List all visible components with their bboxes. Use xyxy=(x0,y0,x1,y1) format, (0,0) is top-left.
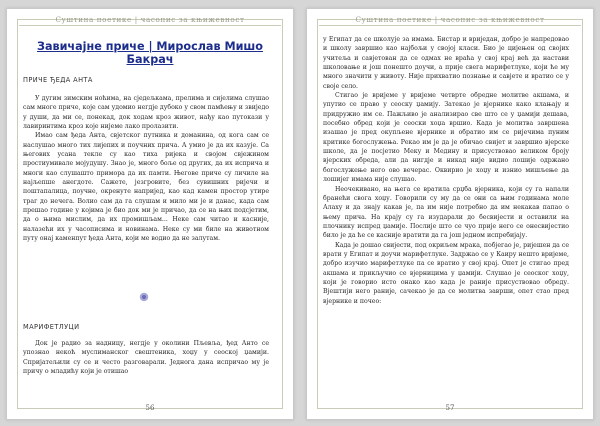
header-rule xyxy=(19,25,281,26)
paragraph: Неочекивано, на њега се вратила срџба вјерника, који су га напали бранећи свога хоџу. Говорили су му да се они са њим годинама моле Алаху и да знају какав је, па им није потребно да им некакав папао о њему прича. На крају су га изударали до бесвијести и оставили на плочнику испред џамије. Послије што се чуо прије него се онесвијестио било је да ће се касније вратити да га још једном испребијају. xyxy=(323,185,569,240)
article-title: Завичајне приче | Мирослав Мишо Бакрач xyxy=(37,40,263,66)
left-page xyxy=(6,8,294,420)
paragraph: Имао сам ђеда Анта, свјетског путника и доманина, од кога сам се наслушао много тих лијепих и поучних прича. А умио је да их казује. Са његових усана текле су као тиха ријека и својом свјежином простиумивале мојудушу. Знао је, много боље од других, да их исприча и многи као слушашто примора да их памти. Његове приче су личиле на најљепше анегдоте. Сажете, језгровите, без сувишних ријечи и поштапалица, поучне, окренуте напријед, као кад камен простор утире траг до нечега. Волио сам да га слушам и мило ми је и данас, када сам прешао године у којима је био док ми је причао, да се на њих подсјетим, да о њима мислим, да их промишљам... Неке сам читао и касније, налазећи их у часописима и новинама. Неке су ми биле на животном путу онај каменпут ђеда Анта, који ме водио да не залутам. xyxy=(23,132,269,243)
page-number: 57 xyxy=(445,404,455,412)
section1-body xyxy=(23,94,269,244)
section-title-stories: ПРИЧЕ ЂЕДА АНТА xyxy=(23,76,93,84)
paragraph: Када је дошао свијести, под окриљем мрака, побјегао је, ријешен да се врати у Египат и доучи марифетлуке. Задржао се у Каиру нешто вријеме, добро изучио марифетлуке па се вратио у свој крај. Опет је стигао пред акшама и прикључио се вјерницима у џамији. Слушао је сеоског хоџу, који је говорио исто онако као када је раније присуствовао обреду. Вјештији него раније, сачекао је да се молитва заврши, опет стао пред вјернике и почео: xyxy=(323,241,569,305)
paragraph: у Египат да се школује за имама. Бистар и вриједан, добро је напредовао и школу завршио као најбољи у својој класи. Био је цијењен од својих учитеља и савјетован да се одмах не враћа у свој крај већ да настави школовање и још понешто доучи, а прије свега марифетлуке, који ће му много значити у животу. Није прихватио познање и савјете и вратио се у своје село. xyxy=(323,36,569,90)
paragraph: У дугим зимским ноћима, на сједељкама, прелима и сијелима слушао сам многе приче, које сам удомио негдје дубоко у свом памћењу и звиједо у души, да ми се, понекад, док ходам кроз живот, нађу као путокази у лавиринтима кроз које нијеме лако пролазити. xyxy=(23,95,269,131)
right-page xyxy=(306,8,594,420)
running-head: Суштина поетике | часопис за књижевност xyxy=(355,15,545,24)
section-title-tricks: МАРИФЕТЛУЦИ xyxy=(23,323,80,331)
section2-body xyxy=(23,339,269,376)
paragraph: Док је радио за надницу, негдје у околини Пљевља, ђед Анто се упознао некоћ муслиманског свештеника, хоџу у сеоској џамији. Спријатељили су се и често разговарали. Једнога дана испричао му је причу о младићу који је отишао xyxy=(23,340,269,376)
paragraph: Стигао је вријеме у вријеме четврте обредне молитве акшама, и упутио се право у сеоску џамију. Затекао је вјернике како клањају и придружио им се. Пажљиво је анализирао све што се у џамији дешава, посебно обред који је сеоски хоџа вршио. Када је молитва завршена изашао је пред окупљене вјернике и обратио им се ријечима пуним критике богослужења. Рекао им је да је обичао свијет и завршио вјерске школе, да је посјетио Меку и Медину и присуствовао великом броју вјерских обреда, али да нигдје и никад није видио лошије одржано богослужење него ово вечерас. Оквирио је хоџу и изнио мишљење да лошијег имама није слушао. xyxy=(323,92,569,184)
header-rule xyxy=(319,25,581,26)
running-head: Суштина поетике | часопис за књижевност xyxy=(55,15,245,24)
right-body xyxy=(323,35,569,306)
flower-ornament-icon xyxy=(139,292,149,302)
page-number: 56 xyxy=(145,404,155,412)
